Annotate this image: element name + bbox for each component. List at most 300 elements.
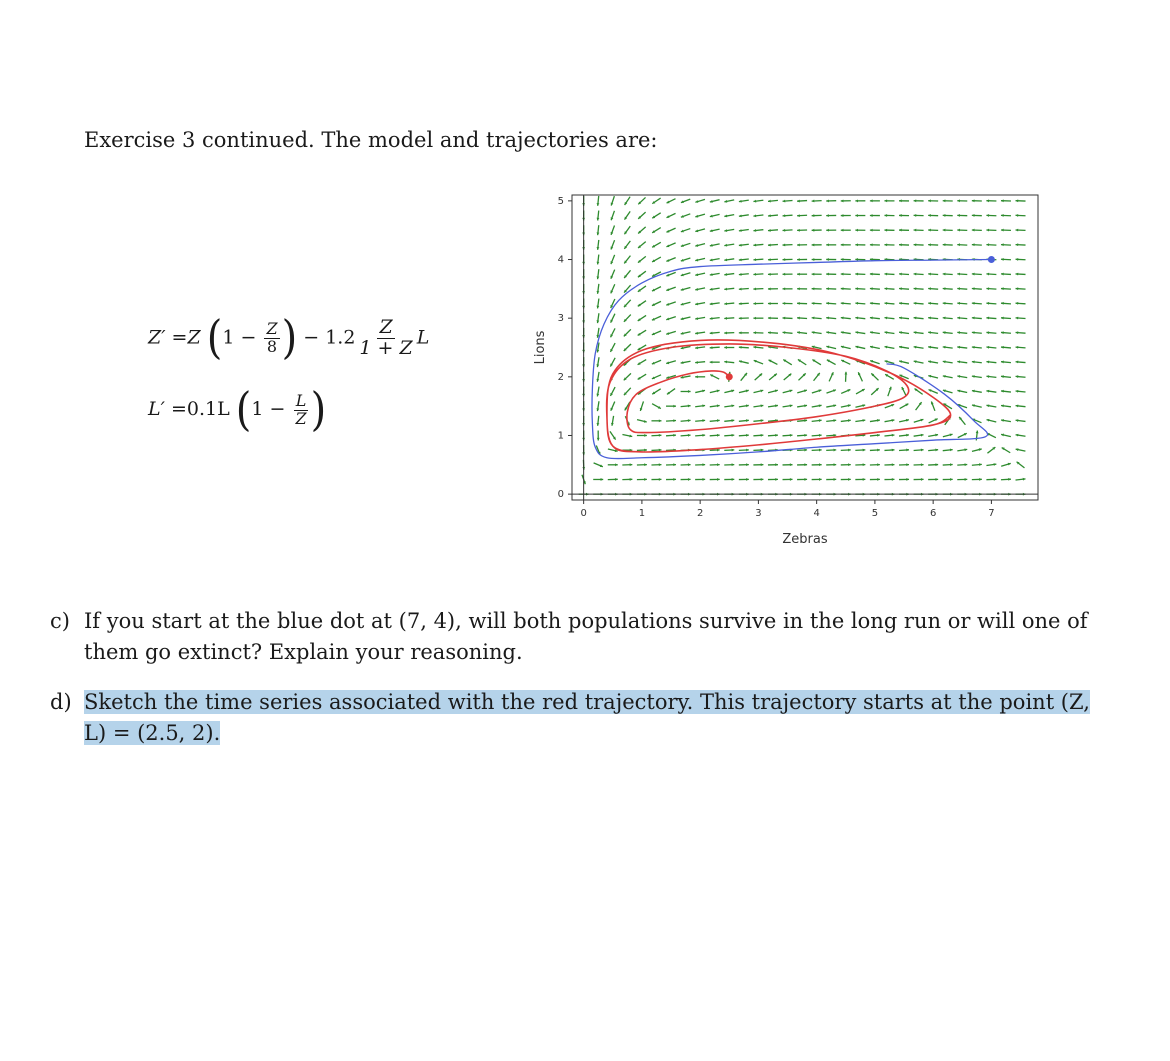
field-arrowhead [753,273,756,276]
field-arrowhead [1016,287,1019,290]
field-arrowhead [848,463,851,466]
field-arrowhead [957,214,960,217]
field-arrowhead [761,419,764,422]
field-arrowhead [986,229,989,232]
phase-portrait-chart [525,185,1045,555]
field-arrowhead [943,302,946,305]
y-tick-label: 1 [557,430,564,442]
l-frac-den: Z [295,408,307,428]
field-arrowhead [812,214,815,217]
field-arrowhead [688,434,691,437]
z-frac1-den: 8 [266,336,278,356]
field-arrowhead [804,478,807,481]
field-arrowhead [928,302,931,305]
field-arrowhead [783,258,786,261]
field-arrowhead [844,372,847,375]
field-arrowhead [804,419,807,422]
field-arrowhead [884,243,887,246]
field-arrowhead [826,317,829,320]
field-arrowhead [841,243,844,246]
field-arrowhead [768,302,771,305]
field-arrowhead [899,287,902,290]
field-arrowhead [753,244,756,247]
field-arrowhead [972,317,975,320]
field-arrowhead [914,229,917,232]
field-arrowhead [812,229,815,232]
field-arrowhead [1001,287,1004,290]
field-arrowhead [1016,273,1019,276]
field-arrowhead [841,302,844,305]
field-arrowhead [957,243,960,246]
field-arrowhead [783,302,786,305]
field-arrowhead [870,302,873,305]
field-arrowhead [979,478,982,481]
field-arrowhead [1001,258,1004,261]
field-arrowhead [739,273,742,276]
x-tick-label: 7 [988,508,995,519]
field-arrowhead [935,448,938,451]
field-arrowhead [870,214,873,217]
field-arrowhead [884,199,887,202]
field-arrowhead [1001,229,1004,232]
field-arrowhead [804,463,807,466]
field-arrowhead [761,434,764,437]
field-arrowhead [943,229,946,232]
red-start-dot [726,373,733,380]
field-arrowhead [702,463,705,466]
field-arrowhead [986,331,989,334]
field-arrowhead [753,229,756,232]
field-arrowhead [819,463,822,466]
field-arrowhead [673,419,676,422]
field-arrowhead [1001,273,1004,276]
field-arrowhead [702,434,705,437]
x-tick-label: 1 [638,508,646,519]
field-arrowhead [972,243,975,246]
field-arrowhead [1001,361,1004,364]
field-arrowhead [739,346,742,349]
z-frac2-num: Z [379,316,393,338]
field-arrowhead [928,287,931,290]
field-arrowhead [986,302,989,305]
field-arrowhead [855,316,858,319]
field-arrowhead [797,302,800,305]
field-arrowhead [863,449,866,452]
field-arrowhead [819,434,822,437]
field-arrowhead [986,199,989,202]
field-arrowhead [855,287,858,290]
field-arrowhead [724,332,727,335]
field-arrowhead [695,361,698,364]
field-arrowhead [950,478,953,481]
field-arrowhead [884,214,887,217]
field-arrowhead [979,463,982,466]
field-arrowhead [972,346,975,349]
field-arrowhead [739,288,742,291]
field-arrowhead [826,200,829,203]
field-arrowhead [768,229,771,232]
field-arrowhead [957,317,960,320]
field-arrowhead [673,434,676,437]
field-arrowhead [1016,375,1019,378]
field-arrowhead [841,316,844,319]
field-arrowhead [812,273,815,276]
field-arrowhead [855,229,858,232]
field-arrowhead [899,273,902,276]
field-arrowhead [826,273,829,276]
z-frac1-num: Z [266,319,278,339]
field-arrowhead [659,419,662,422]
field-arrowhead [972,229,975,232]
field-arrowhead [644,463,647,466]
field-arrowhead [783,317,786,320]
field-arrowhead [972,287,975,290]
field-arrowhead [673,463,676,466]
field-arrowhead [695,375,698,378]
y-tick-label: 3 [557,313,564,325]
field-arrowhead [877,478,880,481]
field-arrowhead [597,232,600,235]
field-arrowhead [717,463,720,466]
field-arrowhead [732,434,735,437]
field-arrowhead [855,214,858,217]
field-arrowhead [986,287,989,290]
field-arrowhead [965,463,968,466]
field-arrowhead [957,302,960,305]
field-arrowhead [892,463,895,466]
field-arrowhead [1001,199,1004,202]
field-arrowhead [746,449,749,452]
field-arrowhead [972,199,975,202]
field-arrowhead [702,478,705,481]
field-arrowhead [921,463,924,466]
field-arrowhead [928,214,931,217]
field-arrowhead [724,288,727,291]
question-c-text: If you start at the blue dot at (7, 4), will both populations survive in the long run or will one of them go extinct? Explain your reasoning. [84,609,1088,664]
field-arrowhead [746,434,749,437]
field-arrowhead [928,273,931,276]
field-arrowhead [834,478,837,481]
l-lhs: L′ = [148,398,187,420]
field-arrowhead [826,258,829,261]
question-c [50,606,1110,668]
field-arrowhead [986,360,989,363]
field-arrowhead [615,478,618,481]
field-arrowhead [644,478,647,481]
field-arrowhead [884,229,887,232]
field-arrowhead [870,243,873,246]
field-arrowhead [855,243,858,246]
y-tick-label: 0 [557,489,564,501]
field-arrowhead [797,243,800,246]
field-arrowhead [906,478,909,481]
field-arrowhead [753,317,756,320]
field-arrowhead [965,478,968,481]
field-arrowhead [753,288,756,291]
question-d-text: Sketch the time series associated with the red trajectory. This trajectory starts at the point (Z, L) = (2.5, 2). [84,690,1090,745]
field-arrowhead [783,331,786,334]
field-arrowhead [826,287,829,290]
field-arrowhead [914,214,917,217]
field-arrowhead [1016,258,1019,261]
field-arrowhead [986,273,989,276]
field-arrowhead [753,331,756,334]
field-arrowhead [812,287,815,290]
field-arrowhead [783,273,786,276]
field-arrowhead [797,214,800,217]
field-arrowhead [1001,243,1004,246]
blue-start-dot [988,256,995,263]
field-arrowhead [739,258,742,261]
z-tail: L [416,326,430,349]
field-arrowhead [863,463,866,466]
question-d-label: d) [50,690,72,714]
field-arrowhead [1016,302,1019,305]
field-arrowhead [957,331,960,334]
x-tick-label: 3 [755,508,762,519]
field-arrowhead [710,346,713,349]
field-arrowhead [702,419,705,422]
field-arrowhead [943,214,946,217]
field-arrowhead [717,478,720,481]
field-arrowhead [855,302,858,305]
field-arrowhead [1001,346,1004,349]
field-arrowhead [826,229,829,232]
x-tick-label: 6 [929,508,937,519]
field-arrowhead [928,199,931,202]
field-arrowhead [597,218,600,221]
field-arrowhead [630,478,633,481]
field-arrowhead [943,199,946,202]
field-arrowhead [935,463,938,466]
field-arrowhead [659,478,662,481]
field-arrowhead [972,214,975,217]
field-arrowhead [739,331,742,334]
l-equation: L′ =0.1L (1 − $\frac{L}{Z}$ ) [148,383,327,437]
field-arrowhead [928,229,931,232]
field-arrowhead [731,419,734,422]
field-arrowhead [630,463,633,466]
field-arrowhead [775,434,778,437]
field-arrowhead [659,434,662,437]
field-arrowhead [797,200,800,203]
field-arrowhead [783,287,786,290]
field-arrowhead [724,360,727,363]
field-arrowhead [884,287,887,290]
field-arrowhead [768,244,771,247]
field-arrowhead [1001,302,1004,305]
field-arrowhead [884,316,887,319]
field-arrowhead [688,478,691,481]
field-arrowhead [1001,214,1004,217]
field-arrowhead [819,449,822,452]
field-arrowhead [819,478,822,481]
x-tick-label: 5 [871,508,879,519]
field-arrowhead [812,243,815,246]
field-arrowhead [899,302,902,305]
field-arrowhead [739,302,742,305]
field-arrowhead [597,203,600,206]
field-arrowhead [790,478,793,481]
field-arrowhead [855,199,858,202]
field-arrowhead [732,463,735,466]
field-arrowhead [957,199,960,202]
field-arrowhead [972,273,975,276]
field-arrowhead [914,302,917,305]
field-arrowhead [688,390,691,393]
field-arrowhead [812,317,815,320]
y-tick-label: 4 [557,254,564,266]
field-arrowhead [812,200,815,203]
field-arrowhead [710,332,713,335]
field-arrowhead [797,317,800,320]
field-arrowhead [848,478,851,481]
x-axis-label: Zebras [782,532,828,547]
l-one: 1 − [251,398,286,420]
field-arrowhead [644,434,647,437]
field-arrowhead [1016,404,1019,407]
field-arrowhead [892,478,895,481]
field-arrowhead [812,258,815,261]
field-arrowhead [746,419,749,422]
field-arrowhead [935,478,938,481]
field-arrowhead [957,287,960,290]
z-frac2-den: 1 + Z [359,336,413,359]
field-arrowhead [870,287,873,290]
field-arrowhead [783,214,786,217]
field-arrowhead [1016,390,1019,393]
field-arrowhead [921,449,924,452]
field-arrowhead [877,449,880,452]
field-arrowhead [950,463,953,466]
field-arrowhead [884,273,887,276]
field-arrowhead [659,463,662,466]
field-arrowhead [710,361,713,364]
field-arrowhead [732,449,735,452]
field-arrowhead [644,449,647,452]
field-arrowhead [976,431,979,434]
field-arrowhead [797,258,800,261]
field-arrowhead [899,199,902,202]
field-arrowhead [906,463,909,466]
field-arrowhead [870,316,873,319]
field-arrowhead [1016,199,1019,202]
field-arrowhead [688,404,691,407]
field-arrowhead [914,287,917,290]
field-arrowhead [673,405,676,408]
field-arrowhead [819,419,822,422]
field-arrowhead [1016,229,1019,232]
field-arrowhead [921,478,924,481]
field-arrowhead [746,478,749,481]
field-arrowhead [688,419,691,422]
field-arrowhead [986,317,989,320]
field-arrowhead [863,478,866,481]
field-arrowhead [1016,331,1019,334]
field-arrowhead [1016,243,1019,246]
field-arrowhead [761,478,764,481]
l-frac-num: L [295,390,307,410]
field-arrowhead [906,449,909,452]
field-arrowhead [797,229,800,232]
field-arrowhead [746,463,749,466]
field-arrowhead [673,478,676,481]
field-arrowhead [753,302,756,305]
field-arrowhead [790,463,793,466]
field-arrowhead [972,331,975,334]
field-arrowhead [841,287,844,290]
field-arrowhead [775,463,778,466]
field-arrowhead [1001,331,1004,334]
field-arrowhead [1016,346,1019,349]
field-arrowhead [768,331,771,334]
field-arrowhead [797,287,800,290]
field-arrowhead [812,302,815,305]
field-arrowhead [986,346,989,349]
x-tick-label: 4 [813,508,820,519]
field-arrowhead [972,302,975,305]
field-arrowhead [768,287,771,290]
field-arrowhead [834,449,837,452]
field-arrowhead [841,199,844,202]
field-arrowhead [877,463,880,466]
field-arrowhead [804,449,807,452]
y-tick-label: 5 [557,195,564,207]
field-arrowhead [986,214,989,217]
field-arrowhead [841,258,844,261]
question-d [50,687,1110,749]
field-arrowhead [688,463,691,466]
z-equation: Z′ =Z (1 − $\frac{Z}{8}$ ) − 1.2 $\frac{Z}{1 + Z}$ L [148,311,430,365]
field-arrowhead [797,273,800,276]
field-arrowhead [914,317,917,320]
field-arrowhead [994,478,997,481]
field-arrowhead [943,273,946,276]
field-arrowhead [899,316,902,319]
field-arrowhead [892,434,895,437]
field-arrowhead [848,449,851,452]
z-lhs: Z′ = [148,326,188,349]
field-arrowhead [914,243,917,246]
field-arrowhead [790,434,793,437]
field-arrowhead [768,273,771,276]
field-arrowhead [943,331,946,334]
question-c-label: c) [50,609,70,633]
field-arrowhead [841,273,844,276]
z-mid: − 1.2 [303,326,356,349]
field-arrowhead [601,478,604,481]
field-arrowhead [783,200,786,203]
field-arrowhead [884,302,887,305]
y-axis-label: Lions [533,330,548,365]
field-arrowhead [943,287,946,290]
field-arrowhead [717,419,720,422]
field-arrowhead [1001,375,1004,378]
z-one: 1 − [222,326,257,349]
field-arrowhead [943,317,946,320]
field-arrowhead [899,229,902,232]
field-arrowhead [957,273,960,276]
field-arrowhead [804,434,807,437]
field-arrowhead [870,229,873,232]
field-arrowhead [615,463,618,466]
field-arrowhead [724,317,727,320]
y-tick-label: 2 [557,371,564,383]
l-coef: 0.1L [186,398,230,420]
field-arrowhead [1016,317,1019,320]
field-arrowhead [1016,361,1019,364]
field-arrowhead [724,346,727,349]
